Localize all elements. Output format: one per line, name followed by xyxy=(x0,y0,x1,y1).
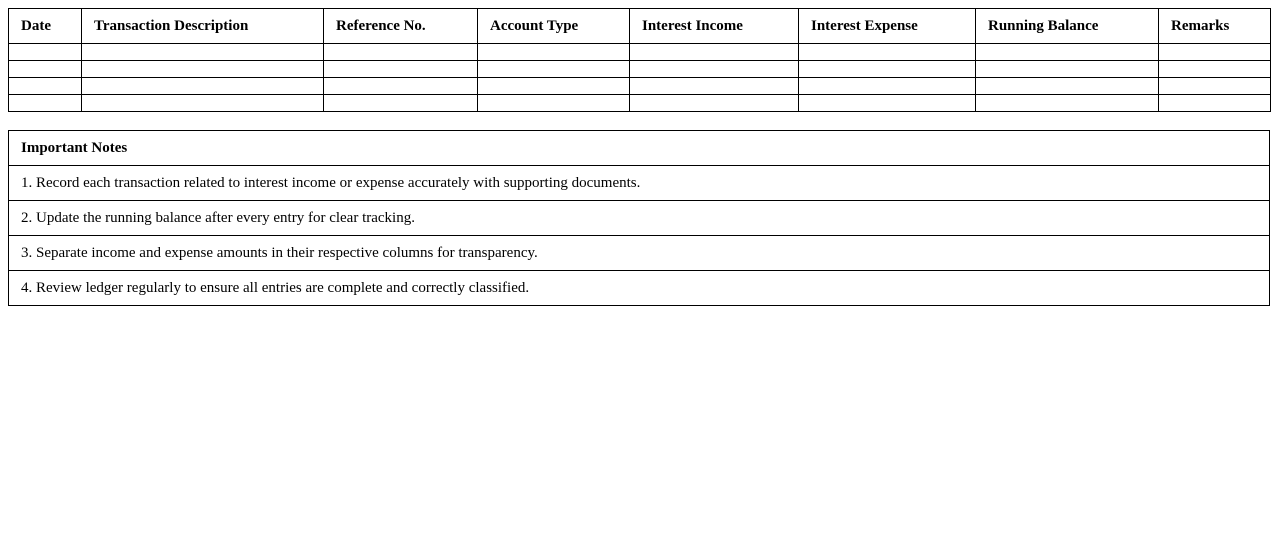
table-cell[interactable] xyxy=(976,61,1159,78)
list-item xyxy=(9,236,1270,271)
list-item xyxy=(9,271,1270,306)
table-cell[interactable] xyxy=(1159,78,1271,95)
column-header-interest-income: Interest Income xyxy=(630,9,799,44)
table-cell[interactable] xyxy=(9,61,82,78)
ledger-table xyxy=(8,8,1271,112)
column-header-reference-no: Reference No. xyxy=(324,9,478,44)
table-cell[interactable] xyxy=(324,44,478,61)
table-cell[interactable] xyxy=(630,95,799,112)
table-cell[interactable] xyxy=(799,95,976,112)
table-cell[interactable] xyxy=(478,44,630,61)
table-cell[interactable] xyxy=(324,61,478,78)
table-cell[interactable] xyxy=(478,78,630,95)
important-notes-table xyxy=(8,130,1270,306)
table-cell[interactable] xyxy=(9,78,82,95)
table-cell[interactable] xyxy=(799,61,976,78)
column-header-date: Date xyxy=(9,9,82,44)
column-header-running-balance: Running Balance xyxy=(976,9,1159,44)
table-cell[interactable] xyxy=(630,61,799,78)
table-row xyxy=(9,44,1271,61)
notes-title: Important Notes xyxy=(9,131,1270,166)
table-cell[interactable] xyxy=(478,61,630,78)
note-item-4: 4. Review ledger regularly to ensure all entries are complete and correctly classified. xyxy=(9,271,1270,306)
table-row xyxy=(9,78,1271,95)
table-cell[interactable] xyxy=(9,95,82,112)
column-header-account-type: Account Type xyxy=(478,9,630,44)
note-item-3: 3. Separate income and expense amounts in their respective columns for transparency. xyxy=(9,236,1270,271)
table-cell[interactable] xyxy=(799,78,976,95)
table-cell[interactable] xyxy=(976,44,1159,61)
column-header-remarks: Remarks xyxy=(1159,9,1271,44)
table-cell[interactable] xyxy=(82,61,324,78)
table-cell[interactable] xyxy=(478,95,630,112)
table-cell[interactable] xyxy=(82,78,324,95)
table-cell[interactable] xyxy=(1159,95,1271,112)
table-row xyxy=(9,61,1271,78)
table-cell[interactable] xyxy=(630,78,799,95)
table-cell[interactable] xyxy=(799,44,976,61)
list-item xyxy=(9,201,1270,236)
table-cell[interactable] xyxy=(1159,61,1271,78)
table-row xyxy=(9,95,1271,112)
notes-title-row xyxy=(9,131,1270,166)
note-item-1: 1. Record each transaction related to interest income or expense accurately with supporting documents. xyxy=(9,166,1270,201)
ledger-header-row xyxy=(9,9,1271,44)
table-cell[interactable] xyxy=(630,44,799,61)
table-cell[interactable] xyxy=(976,78,1159,95)
table-cell[interactable] xyxy=(324,78,478,95)
column-header-interest-expense: Interest Expense xyxy=(799,9,976,44)
list-item xyxy=(9,166,1270,201)
table-cell[interactable] xyxy=(82,44,324,61)
table-cell[interactable] xyxy=(976,95,1159,112)
table-cell[interactable] xyxy=(9,44,82,61)
table-cell[interactable] xyxy=(1159,44,1271,61)
note-item-2: 2. Update the running balance after every entry for clear tracking. xyxy=(9,201,1270,236)
table-cell[interactable] xyxy=(324,95,478,112)
column-header-transaction-description: Transaction Description xyxy=(82,9,324,44)
table-cell[interactable] xyxy=(82,95,324,112)
